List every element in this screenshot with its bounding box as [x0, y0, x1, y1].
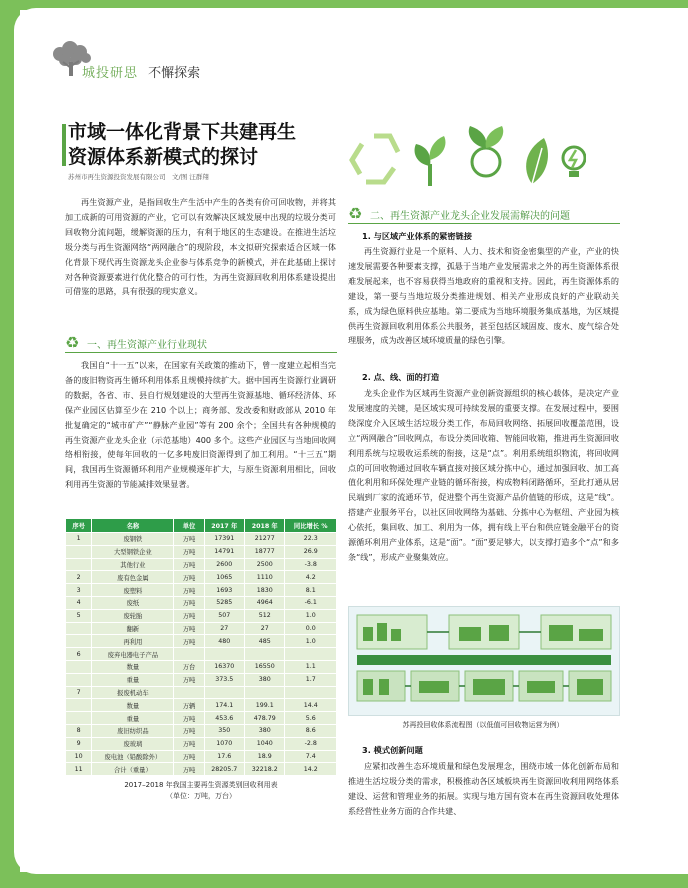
table-cell-unit: 万吨	[174, 750, 204, 763]
table-row	[66, 724, 337, 737]
table-cell-y2018	[245, 686, 285, 699]
table-cell-unit	[174, 648, 204, 661]
table-cell-y2017: 5285	[204, 596, 244, 609]
table-cell-no	[66, 622, 92, 635]
section2-heading	[348, 205, 620, 224]
subsection3-paragraph: 应紧扣改善生态环境质量和绿色发展理念，围绕市域一体化创新布局和推进生活垃圾分类的需求，积极推动各区域板块再生资源回收利用网络体系建设、运营和管理业务的拓展。实现与地方国有资本在再生资源回收处理体系经营性业务方面的合作共建、	[348, 761, 619, 816]
subsection1-title: 1. 与区域产业体系的紧密链接	[362, 231, 472, 241]
table-cell-growth: 7.4	[285, 750, 337, 763]
title-line-2: 资源体系新模式的探讨	[68, 146, 259, 168]
table-cell-no: 9	[66, 737, 92, 750]
table-cell-name: 再利用	[92, 635, 174, 648]
table-cell-name: 数量	[92, 660, 174, 673]
table-cell-no: 7	[66, 686, 92, 699]
table-cell-unit: 万吨	[174, 622, 204, 635]
diagram-caption: 苏再投回收体系流程图（以低值可回收物运营为例）	[402, 721, 564, 729]
page-frame-bottom	[0, 872, 688, 888]
table-row	[66, 609, 337, 622]
table-cell-name: 报废机动车	[92, 686, 174, 699]
recycling-flow-diagram	[348, 606, 620, 716]
table-cell-y2018: 2500	[245, 558, 285, 571]
table-cell-growth	[285, 648, 337, 661]
table-cell-y2017: 17.6	[204, 750, 244, 763]
table-cell-y2018	[245, 648, 285, 661]
table-cell-unit: 万吨	[174, 609, 204, 622]
table-cell-name: 大型钢铁企业	[92, 545, 174, 558]
table-row	[66, 533, 337, 546]
table-cell-name: 重量	[92, 673, 174, 686]
data-table-wrapper	[65, 518, 337, 802]
table-cell-unit: 万吨	[174, 558, 204, 571]
table-cell-growth: 14.4	[285, 699, 337, 712]
table-cell-y2018: 1830	[245, 584, 285, 597]
table-cell-growth: -3.8	[285, 558, 337, 571]
table-cell-name: 数量	[92, 699, 174, 712]
table-cell-no: 6	[66, 648, 92, 661]
table-row	[66, 686, 337, 699]
table-cell-no: 10	[66, 750, 92, 763]
table-cell-y2017: 1065	[204, 571, 244, 584]
table-cell-y2018: 32218.2	[245, 763, 285, 776]
table-cell-no: 5	[66, 609, 92, 622]
table-header-cell: 同比增长 %	[285, 519, 337, 533]
recycle-icon: ♻	[65, 333, 80, 352]
table-cell-y2017: 14791	[204, 545, 244, 558]
table-cell-no	[66, 673, 92, 686]
table-header-cell: 单位	[174, 519, 204, 533]
table-cell-unit	[174, 686, 204, 699]
table-cell-unit: 万吨	[174, 635, 204, 648]
flow-diagram-graphic	[349, 607, 619, 715]
table-cell-no	[66, 712, 92, 725]
table-cell-unit: 万吨	[174, 545, 204, 558]
energy-bulb-icon	[563, 147, 585, 177]
brand-line	[82, 62, 200, 81]
table-cell-unit: 万吨	[174, 712, 204, 725]
table-cell-y2017: 174.1	[204, 699, 244, 712]
table-cell-name: 废有色金属	[92, 571, 174, 584]
table-cell-y2017: 27	[204, 622, 244, 635]
table-row	[66, 635, 337, 648]
table-cell-y2017: 2600	[204, 558, 244, 571]
leaf-icon	[526, 138, 548, 184]
recycle-icon: ♻	[348, 204, 363, 223]
table-cell-no	[66, 635, 92, 648]
table-cell-y2017: 350	[204, 724, 244, 737]
table-caption-line-2: （单位：万吨，万台）	[166, 792, 236, 801]
table-row	[66, 673, 337, 686]
table-cell-name: 废纸	[92, 596, 174, 609]
table-cell-unit: 万吨	[174, 737, 204, 750]
table-cell-y2017: 507	[204, 609, 244, 622]
table-cell-growth: 5.6	[285, 712, 337, 725]
table-cell-name: 废电池（铅酸除外）	[92, 750, 174, 763]
table-cell-y2017: 16370	[204, 660, 244, 673]
section2-heading-text: 二、再生资源产业龙头企业发展需解决的问题	[370, 210, 570, 222]
table-caption-line-1: 2017–2018 年我国主要再生资源类别回收利用表	[124, 781, 278, 790]
table-cell-y2017: 373.5	[204, 673, 244, 686]
table-cell-growth: 8.1	[285, 584, 337, 597]
table-cell-growth: 4.2	[285, 571, 337, 584]
table-cell-name: 翻新	[92, 622, 174, 635]
table-header-cell: 2017 年	[204, 519, 244, 533]
table-cell-y2018: 1040	[245, 737, 285, 750]
brand-tagline: 不懈探索	[148, 66, 201, 81]
table-row	[66, 571, 337, 584]
table-cell-growth: 26.9	[285, 545, 337, 558]
table-cell-unit: 万吨	[174, 584, 204, 597]
table-row	[66, 699, 337, 712]
table-cell-name: 废旧纺织品	[92, 724, 174, 737]
table-cell-name: 合计（重量）	[92, 763, 174, 776]
table-cell-y2018: 27	[245, 622, 285, 635]
table-cell-y2017	[204, 648, 244, 661]
subsection2-paragraph: 龙头企业作为区域再生资源产业创新资源组织的核心载体，是决定产业发展速度的关键，是区域实现可持续发展的重要支撑。在发展过程中，要围绕深度介入区域生活垃圾分类工作，布局回收网络、拓展回收覆盖范围，设立“两网融合”回收网点，布设分类回收箱、智能回收箱，推进再生资源回收利用系统与垃圾收运系统的衔接，这是“点”。利用系统组织物流，将回收网点的可回收物通过回收车辆直接对接区域分拣中心，通过加强回收、加工高值化利用和环保处理产业链的循环衔接，构成物料闭路循环，至此打通从居民端到厂家的流通环节，促进整个再生资源产品价值链的形成，这是“线”。搭建产业服务平台，以社区回收网络为基础、分拣中心为枢纽、产业园为核心依托，集回收、加工、利用为一体，拥有线上平台和供应链金融平台的资源循环利用产业体系，这是“面”。“面”要足够大，以支撑打造多个“点”和多条“线”，形成产业聚集效应。	[348, 388, 619, 562]
title-line-1: 市域一体化背景下共建再生	[68, 121, 297, 143]
brand-name: 城投研思	[82, 66, 139, 81]
table-cell-growth: 1.7	[285, 673, 337, 686]
table-row	[66, 584, 337, 597]
title-accent-bar	[62, 124, 66, 166]
table-cell-y2018: 380	[245, 724, 285, 737]
table-row	[66, 622, 337, 635]
table-header-cell: 名称	[92, 519, 174, 533]
article-title	[68, 120, 338, 170]
table-cell-name: 废钢铁	[92, 533, 174, 546]
table-cell-growth: 1.0	[285, 635, 337, 648]
table-cell-growth: 8.6	[285, 724, 337, 737]
subsection3-title: 3. 模式创新问题	[362, 745, 423, 755]
table-cell-y2018: 380	[245, 673, 285, 686]
section1-heading-text: 一、再生资源产业行业现状	[87, 339, 207, 351]
table-cell-unit: 万吨	[174, 533, 204, 546]
table-cell-unit: 万吨	[174, 763, 204, 776]
table-row	[66, 648, 337, 661]
table-row	[66, 558, 337, 571]
globe-leaf-icon	[469, 126, 503, 176]
table-cell-y2018: 4964	[245, 596, 285, 609]
table-cell-y2018: 1110	[245, 571, 285, 584]
table-cell-name: 废塑料	[92, 584, 174, 597]
table-row	[66, 660, 337, 673]
table-cell-y2018: 16550	[245, 660, 285, 673]
table-header-cell: 2018 年	[245, 519, 285, 533]
table-cell-y2017: 1693	[204, 584, 244, 597]
table-cell-unit: 万吨	[174, 724, 204, 737]
table-cell-y2018: 21277	[245, 533, 285, 546]
table-cell-growth: 1.0	[285, 609, 337, 622]
table-cell-no: 2	[66, 571, 92, 584]
table-cell-name: 废轮胎	[92, 609, 174, 622]
table-cell-name: 废玻璃	[92, 737, 174, 750]
article-byline: 苏州市再生资源投资发展有限公司 文/图 汪群翔	[68, 173, 209, 181]
table-cell-name: 其他行业	[92, 558, 174, 571]
subsection2-title: 2. 点、线、面的打造	[362, 372, 440, 382]
table-cell-y2017: 17391	[204, 533, 244, 546]
table-cell-growth: 22.3	[285, 533, 337, 546]
table-cell-name: 废弃电器电子产品	[92, 648, 174, 661]
table-cell-unit: 万吨	[174, 571, 204, 584]
table-cell-y2018: 199.1	[245, 699, 285, 712]
table-cell-no	[66, 558, 92, 571]
table-row	[66, 737, 337, 750]
table-cell-growth: 14.2	[285, 763, 337, 776]
table-header-cell: 序号	[66, 519, 92, 533]
table-cell-y2018: 512	[245, 609, 285, 622]
table-cell-y2017	[204, 686, 244, 699]
table-cell-no	[66, 660, 92, 673]
table-cell-no	[66, 545, 92, 558]
table-cell-no: 11	[66, 763, 92, 776]
table-cell-growth: -2.8	[285, 737, 337, 750]
recycle-icon	[352, 136, 398, 182]
recycling-data-table	[65, 518, 337, 776]
table-cell-y2017: 1070	[204, 737, 244, 750]
table-row	[66, 545, 337, 558]
table-cell-unit: 万吨	[174, 596, 204, 609]
table-body	[66, 533, 337, 776]
table-cell-name: 重量	[92, 712, 174, 725]
table-cell-unit: 万辆	[174, 699, 204, 712]
table-caption	[65, 780, 337, 802]
table-row	[66, 712, 337, 725]
table-cell-growth: 0.0	[285, 622, 337, 635]
table-cell-no: 4	[66, 596, 92, 609]
sprout-icon	[415, 136, 446, 186]
table-cell-no: 3	[66, 584, 92, 597]
section1-paragraph: 我国自“十一五”以来，在国家有关政策的推动下，曾一度建立起相当完备的废旧物资再生循环利用体系且规模持续扩大。据中国再生资源行业调研的数据，各省、市、县自行规划建设的大型再生资源基地、循环经济体、环保产业园区估算至少在 210 个以上；商务部、发改委和财政部从 2010 年批复确定的“城市矿产”“静脉产业园”等有 200 余个；全国共有各种规模的再生资源产业龙头企业（示范基地）400 多个。这些产业园区与当地回收网络相衔接，使每年回收的一亿多吨废旧资源得到了加工利用。“十三五”期间，我国再生资源循环利用产业规模逐年扩大，与原生资源利用相比，回收利用再生资源的节能减排效果显著。	[65, 360, 336, 490]
table-cell-y2018: 478.79	[245, 712, 285, 725]
table-cell-y2018: 485	[245, 635, 285, 648]
table-cell-y2018: 18777	[245, 545, 285, 558]
table-cell-growth: 1.1	[285, 660, 337, 673]
table-cell-no	[66, 699, 92, 712]
table-cell-unit: 万吨	[174, 673, 204, 686]
table-cell-unit: 万台	[174, 660, 204, 673]
table-cell-no: 8	[66, 724, 92, 737]
table-cell-y2017: 453.6	[204, 712, 244, 725]
table-cell-y2017: 28205.7	[204, 763, 244, 776]
subsection1-paragraph: 再生资源行业是一个原料、人力、技术和资金密集型的产业，产业的快速发展需要各种要素支撑，孤悬于当地产业发展需求之外的再生资源体系很难发展起来，也不容易获得当地政府的重视和支持。因此，再生资源体系的建设，第一要与当地垃圾分类推进规划、相关产业形成良好的产业联动关系，成为绿色原料供应基地。第二要成为当地环境服务集成基地，为区域提供再生资源回收利用体系公共服务，甚至包括区域固废、废水、废气综合处理服务，成为改善区域环境质量的绿色引擎。	[348, 246, 619, 346]
table-cell-no: 1	[66, 533, 92, 546]
table-row	[66, 750, 337, 763]
table-cell-growth: -6.1	[285, 596, 337, 609]
table-cell-y2018: 18.9	[245, 750, 285, 763]
table-row	[66, 596, 337, 609]
table-row	[66, 763, 337, 776]
table-header-row	[66, 519, 337, 533]
section1-heading	[65, 334, 337, 353]
intro-paragraph: 再生资源产业，是指回收生产生活中产生的各类有价可回收物，并将其加工成新的可用资源的产业，它可以有效解决区域发展中出现的垃圾分类可回收物分流问题，缓解资源的压力，有利于地区的生态建设。在推进生活垃圾分类与再生资源网络“两网融合”的现阶段，本文拟研究探索适合区域一体化背景下现代再生资源龙头企业参与体系竞争的新模式，并在此基础上探讨对各种资源要素进行优化整合的可行性，为再生资源回收利用体系建设提出可借鉴的思路，具有很强的现实意义。	[65, 197, 336, 297]
eco-icons-illustration	[346, 124, 586, 192]
table-cell-growth	[285, 686, 337, 699]
table-cell-y2017: 480	[204, 635, 244, 648]
